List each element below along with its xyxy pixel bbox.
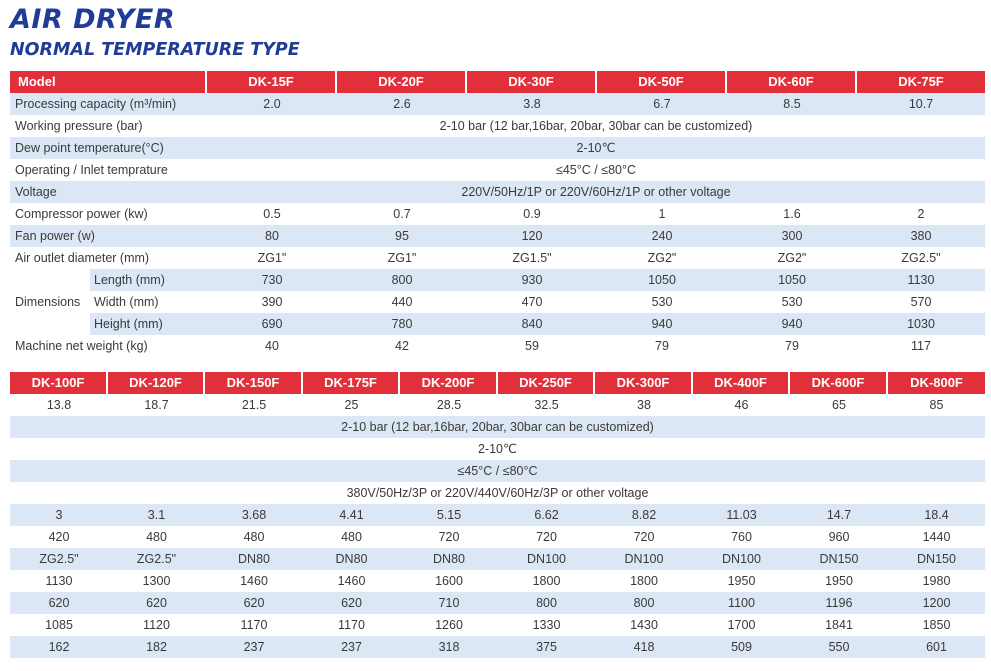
model-name: DK-20F bbox=[337, 71, 467, 93]
cell: 237 bbox=[205, 636, 303, 658]
cell: 0.7 bbox=[337, 203, 467, 225]
cell: 800 bbox=[498, 592, 595, 614]
cell: 0.5 bbox=[207, 203, 337, 225]
cell: DN100 bbox=[498, 548, 595, 570]
cell: 2.0 bbox=[207, 93, 337, 115]
row-compressor bbox=[10, 504, 985, 526]
cell: 1841 bbox=[790, 614, 888, 636]
cell: DN80 bbox=[303, 548, 400, 570]
cell-merged: 2-10 bar (12 bar,16bar, 20bar, 30bar can be customized) bbox=[207, 115, 985, 137]
cell: ZG2" bbox=[597, 247, 727, 269]
cell: 25 bbox=[303, 394, 400, 416]
cell: DN80 bbox=[205, 548, 303, 570]
cell: 1170 bbox=[205, 614, 303, 636]
cell: 3.8 bbox=[467, 93, 597, 115]
row-label: Voltage bbox=[10, 181, 207, 203]
row-capacity bbox=[10, 394, 985, 416]
row-voltage bbox=[10, 482, 985, 504]
row-length bbox=[10, 570, 985, 592]
row-outlet bbox=[10, 548, 985, 570]
row-label: Air outlet diameter (mm) bbox=[10, 247, 207, 269]
cell: 1850 bbox=[888, 614, 985, 636]
cell: ZG2.5" bbox=[108, 548, 205, 570]
cell: 8.82 bbox=[595, 504, 693, 526]
model-name: DK-100F bbox=[10, 372, 108, 394]
row-pressure bbox=[10, 416, 985, 438]
cell: 800 bbox=[337, 269, 467, 291]
cell: DN80 bbox=[400, 548, 498, 570]
cell: 1170 bbox=[303, 614, 400, 636]
row-height bbox=[10, 313, 985, 335]
cell: 620 bbox=[10, 592, 108, 614]
cell-merged: 220V/50Hz/1P or 220V/60Hz/1P or other voltage bbox=[207, 181, 985, 203]
cell: 1130 bbox=[10, 570, 108, 592]
cell: 46 bbox=[693, 394, 790, 416]
cell: 42 bbox=[337, 335, 467, 357]
model-name: DK-200F bbox=[400, 372, 498, 394]
model-name: DK-300F bbox=[595, 372, 693, 394]
cell: 95 bbox=[337, 225, 467, 247]
cell: 65 bbox=[790, 394, 888, 416]
row-fan bbox=[10, 526, 985, 548]
cell-merged: 380V/50Hz/3P or 220V/440V/60Hz/3P or other voltage bbox=[10, 482, 985, 504]
cell: 720 bbox=[595, 526, 693, 548]
cell: 1050 bbox=[727, 269, 857, 291]
cell: 380 bbox=[857, 225, 985, 247]
cell: ZG1.5" bbox=[467, 247, 597, 269]
cell: 1460 bbox=[205, 570, 303, 592]
cell: 1050 bbox=[597, 269, 727, 291]
cell: 240 bbox=[597, 225, 727, 247]
cell: 710 bbox=[400, 592, 498, 614]
cell: 720 bbox=[400, 526, 498, 548]
page-subtitle: NORMAL TEMPERATURE TYPE bbox=[10, 40, 300, 60]
cell: 1980 bbox=[888, 570, 985, 592]
cell: 318 bbox=[400, 636, 498, 658]
cell: 18.4 bbox=[888, 504, 985, 526]
cell: 960 bbox=[790, 526, 888, 548]
cell: 840 bbox=[467, 313, 597, 335]
model-name: DK-800F bbox=[888, 372, 985, 394]
cell: 390 bbox=[207, 291, 337, 313]
page-title: AIR DRYER bbox=[10, 4, 176, 35]
cell: 480 bbox=[205, 526, 303, 548]
cell: 38 bbox=[595, 394, 693, 416]
row-label: Height (mm) bbox=[90, 313, 207, 335]
cell: 117 bbox=[857, 335, 985, 357]
cell: 1800 bbox=[498, 570, 595, 592]
cell: 3.1 bbox=[108, 504, 205, 526]
cell: 4.41 bbox=[303, 504, 400, 526]
row-fan bbox=[10, 225, 985, 247]
cell: 1.6 bbox=[727, 203, 857, 225]
cell: 720 bbox=[498, 526, 595, 548]
cell: 1200 bbox=[888, 592, 985, 614]
cell: 1800 bbox=[595, 570, 693, 592]
cell: 237 bbox=[303, 636, 400, 658]
cell: 760 bbox=[693, 526, 790, 548]
cell: 13.8 bbox=[10, 394, 108, 416]
cell: 11.03 bbox=[693, 504, 790, 526]
model-name: DK-250F bbox=[498, 372, 595, 394]
row-label: Fan power (w) bbox=[10, 225, 207, 247]
cell: 1130 bbox=[857, 269, 985, 291]
cell: 530 bbox=[597, 291, 727, 313]
cell: 480 bbox=[303, 526, 400, 548]
cell: 21.5 bbox=[205, 394, 303, 416]
row-label: Machine net weight (kg) bbox=[10, 335, 207, 357]
cell: 6.62 bbox=[498, 504, 595, 526]
cell: 1120 bbox=[108, 614, 205, 636]
cell: 1030 bbox=[857, 313, 985, 335]
row-pressure bbox=[10, 115, 985, 137]
cell: 1196 bbox=[790, 592, 888, 614]
cell-merged: 2-10 bar (12 bar,16bar, 20bar, 30bar can be customized) bbox=[10, 416, 985, 438]
cell: ZG2.5" bbox=[857, 247, 985, 269]
cell: 601 bbox=[888, 636, 985, 658]
model-name: DK-400F bbox=[693, 372, 790, 394]
model-header: Model bbox=[10, 71, 207, 93]
cell: 40 bbox=[207, 335, 337, 357]
cell: 375 bbox=[498, 636, 595, 658]
row-dewpoint bbox=[10, 137, 985, 159]
model-name: DK-60F bbox=[727, 71, 857, 93]
row-weight bbox=[10, 335, 985, 357]
cell: 1330 bbox=[498, 614, 595, 636]
cell: 79 bbox=[727, 335, 857, 357]
row-compressor bbox=[10, 203, 985, 225]
cell: 32.5 bbox=[498, 394, 595, 416]
cell: 930 bbox=[467, 269, 597, 291]
cell: 1300 bbox=[108, 570, 205, 592]
cell: 8.5 bbox=[727, 93, 857, 115]
cell: 1 bbox=[597, 203, 727, 225]
cell: 730 bbox=[207, 269, 337, 291]
row-dewpoint bbox=[10, 438, 985, 460]
cell: 1600 bbox=[400, 570, 498, 592]
cell: 85 bbox=[888, 394, 985, 416]
row-outlet bbox=[10, 247, 985, 269]
row-label: Compressor power (kw) bbox=[10, 203, 207, 225]
cell: 1950 bbox=[790, 570, 888, 592]
row-width bbox=[10, 592, 985, 614]
cell: 800 bbox=[595, 592, 693, 614]
cell: 3.68 bbox=[205, 504, 303, 526]
row-width bbox=[10, 291, 985, 313]
cell: 5.15 bbox=[400, 504, 498, 526]
model-name: DK-15F bbox=[207, 71, 337, 93]
cell: 162 bbox=[10, 636, 108, 658]
model-name: DK-600F bbox=[790, 372, 888, 394]
cell: 570 bbox=[857, 291, 985, 313]
cell: ZG2" bbox=[727, 247, 857, 269]
cell: 59 bbox=[467, 335, 597, 357]
row-weight bbox=[10, 636, 985, 658]
table-header-row bbox=[10, 71, 985, 93]
cell: 1950 bbox=[693, 570, 790, 592]
cell: 1260 bbox=[400, 614, 498, 636]
cell: ZG1" bbox=[337, 247, 467, 269]
row-label: Processing capacity (m³/min) bbox=[10, 93, 207, 115]
cell: 300 bbox=[727, 225, 857, 247]
row-label: Working pressure (bar) bbox=[10, 115, 207, 137]
cell: 1100 bbox=[693, 592, 790, 614]
cell: 120 bbox=[467, 225, 597, 247]
row-label: Width (mm) bbox=[90, 291, 207, 313]
cell: 28.5 bbox=[400, 394, 498, 416]
row-label: Length (mm) bbox=[90, 269, 207, 291]
row-label: Dew point temperature(°C) bbox=[10, 137, 207, 159]
model-name: DK-30F bbox=[467, 71, 597, 93]
model-name: DK-75F bbox=[857, 71, 985, 93]
cell: 3 bbox=[10, 504, 108, 526]
cell: 940 bbox=[597, 313, 727, 335]
cell: ZG1" bbox=[207, 247, 337, 269]
cell: ZG2.5" bbox=[10, 548, 108, 570]
row-length bbox=[10, 269, 985, 291]
cell-merged: 2-10℃ bbox=[10, 438, 985, 460]
cell: 470 bbox=[467, 291, 597, 313]
cell: 690 bbox=[207, 313, 337, 335]
cell: 1085 bbox=[10, 614, 108, 636]
cell: DN100 bbox=[595, 548, 693, 570]
model-name: DK-175F bbox=[303, 372, 400, 394]
row-inlet bbox=[10, 159, 985, 181]
cell: 1700 bbox=[693, 614, 790, 636]
cell: 1440 bbox=[888, 526, 985, 548]
cell-merged: ≤45°C / ≤80°C bbox=[10, 460, 985, 482]
cell: DN150 bbox=[888, 548, 985, 570]
cell: 80 bbox=[207, 225, 337, 247]
cell: 6.7 bbox=[597, 93, 727, 115]
cell: 0.9 bbox=[467, 203, 597, 225]
cell: 940 bbox=[727, 313, 857, 335]
cell-merged: 2-10℃ bbox=[207, 137, 985, 159]
model-name: DK-150F bbox=[205, 372, 303, 394]
spec-table-large-models bbox=[10, 372, 985, 658]
cell: DN100 bbox=[693, 548, 790, 570]
cell: 440 bbox=[337, 291, 467, 313]
cell: 1430 bbox=[595, 614, 693, 636]
cell: 79 bbox=[597, 335, 727, 357]
cell: 182 bbox=[108, 636, 205, 658]
row-label: Operating / Inlet temprature bbox=[10, 159, 207, 181]
model-name: DK-120F bbox=[108, 372, 205, 394]
cell: DN150 bbox=[790, 548, 888, 570]
table-header-row bbox=[10, 372, 985, 394]
cell: 620 bbox=[108, 592, 205, 614]
row-inlet bbox=[10, 460, 985, 482]
cell-merged: ≤45°C / ≤80°C bbox=[207, 159, 985, 181]
row-voltage bbox=[10, 181, 985, 203]
cell: 550 bbox=[790, 636, 888, 658]
cell: 620 bbox=[205, 592, 303, 614]
cell: 480 bbox=[108, 526, 205, 548]
row-height bbox=[10, 614, 985, 636]
cell: 530 bbox=[727, 291, 857, 313]
cell: 780 bbox=[337, 313, 467, 335]
cell: 418 bbox=[595, 636, 693, 658]
dimensions-label: Dimensions bbox=[10, 269, 90, 335]
spec-table-small-models bbox=[10, 71, 985, 357]
cell: 18.7 bbox=[108, 394, 205, 416]
cell: 509 bbox=[693, 636, 790, 658]
model-name: DK-50F bbox=[597, 71, 727, 93]
cell: 2 bbox=[857, 203, 985, 225]
cell: 14.7 bbox=[790, 504, 888, 526]
cell: 620 bbox=[303, 592, 400, 614]
cell: 10.7 bbox=[857, 93, 985, 115]
cell: 1460 bbox=[303, 570, 400, 592]
cell: 2.6 bbox=[337, 93, 467, 115]
row-capacity bbox=[10, 93, 985, 115]
cell: 420 bbox=[10, 526, 108, 548]
